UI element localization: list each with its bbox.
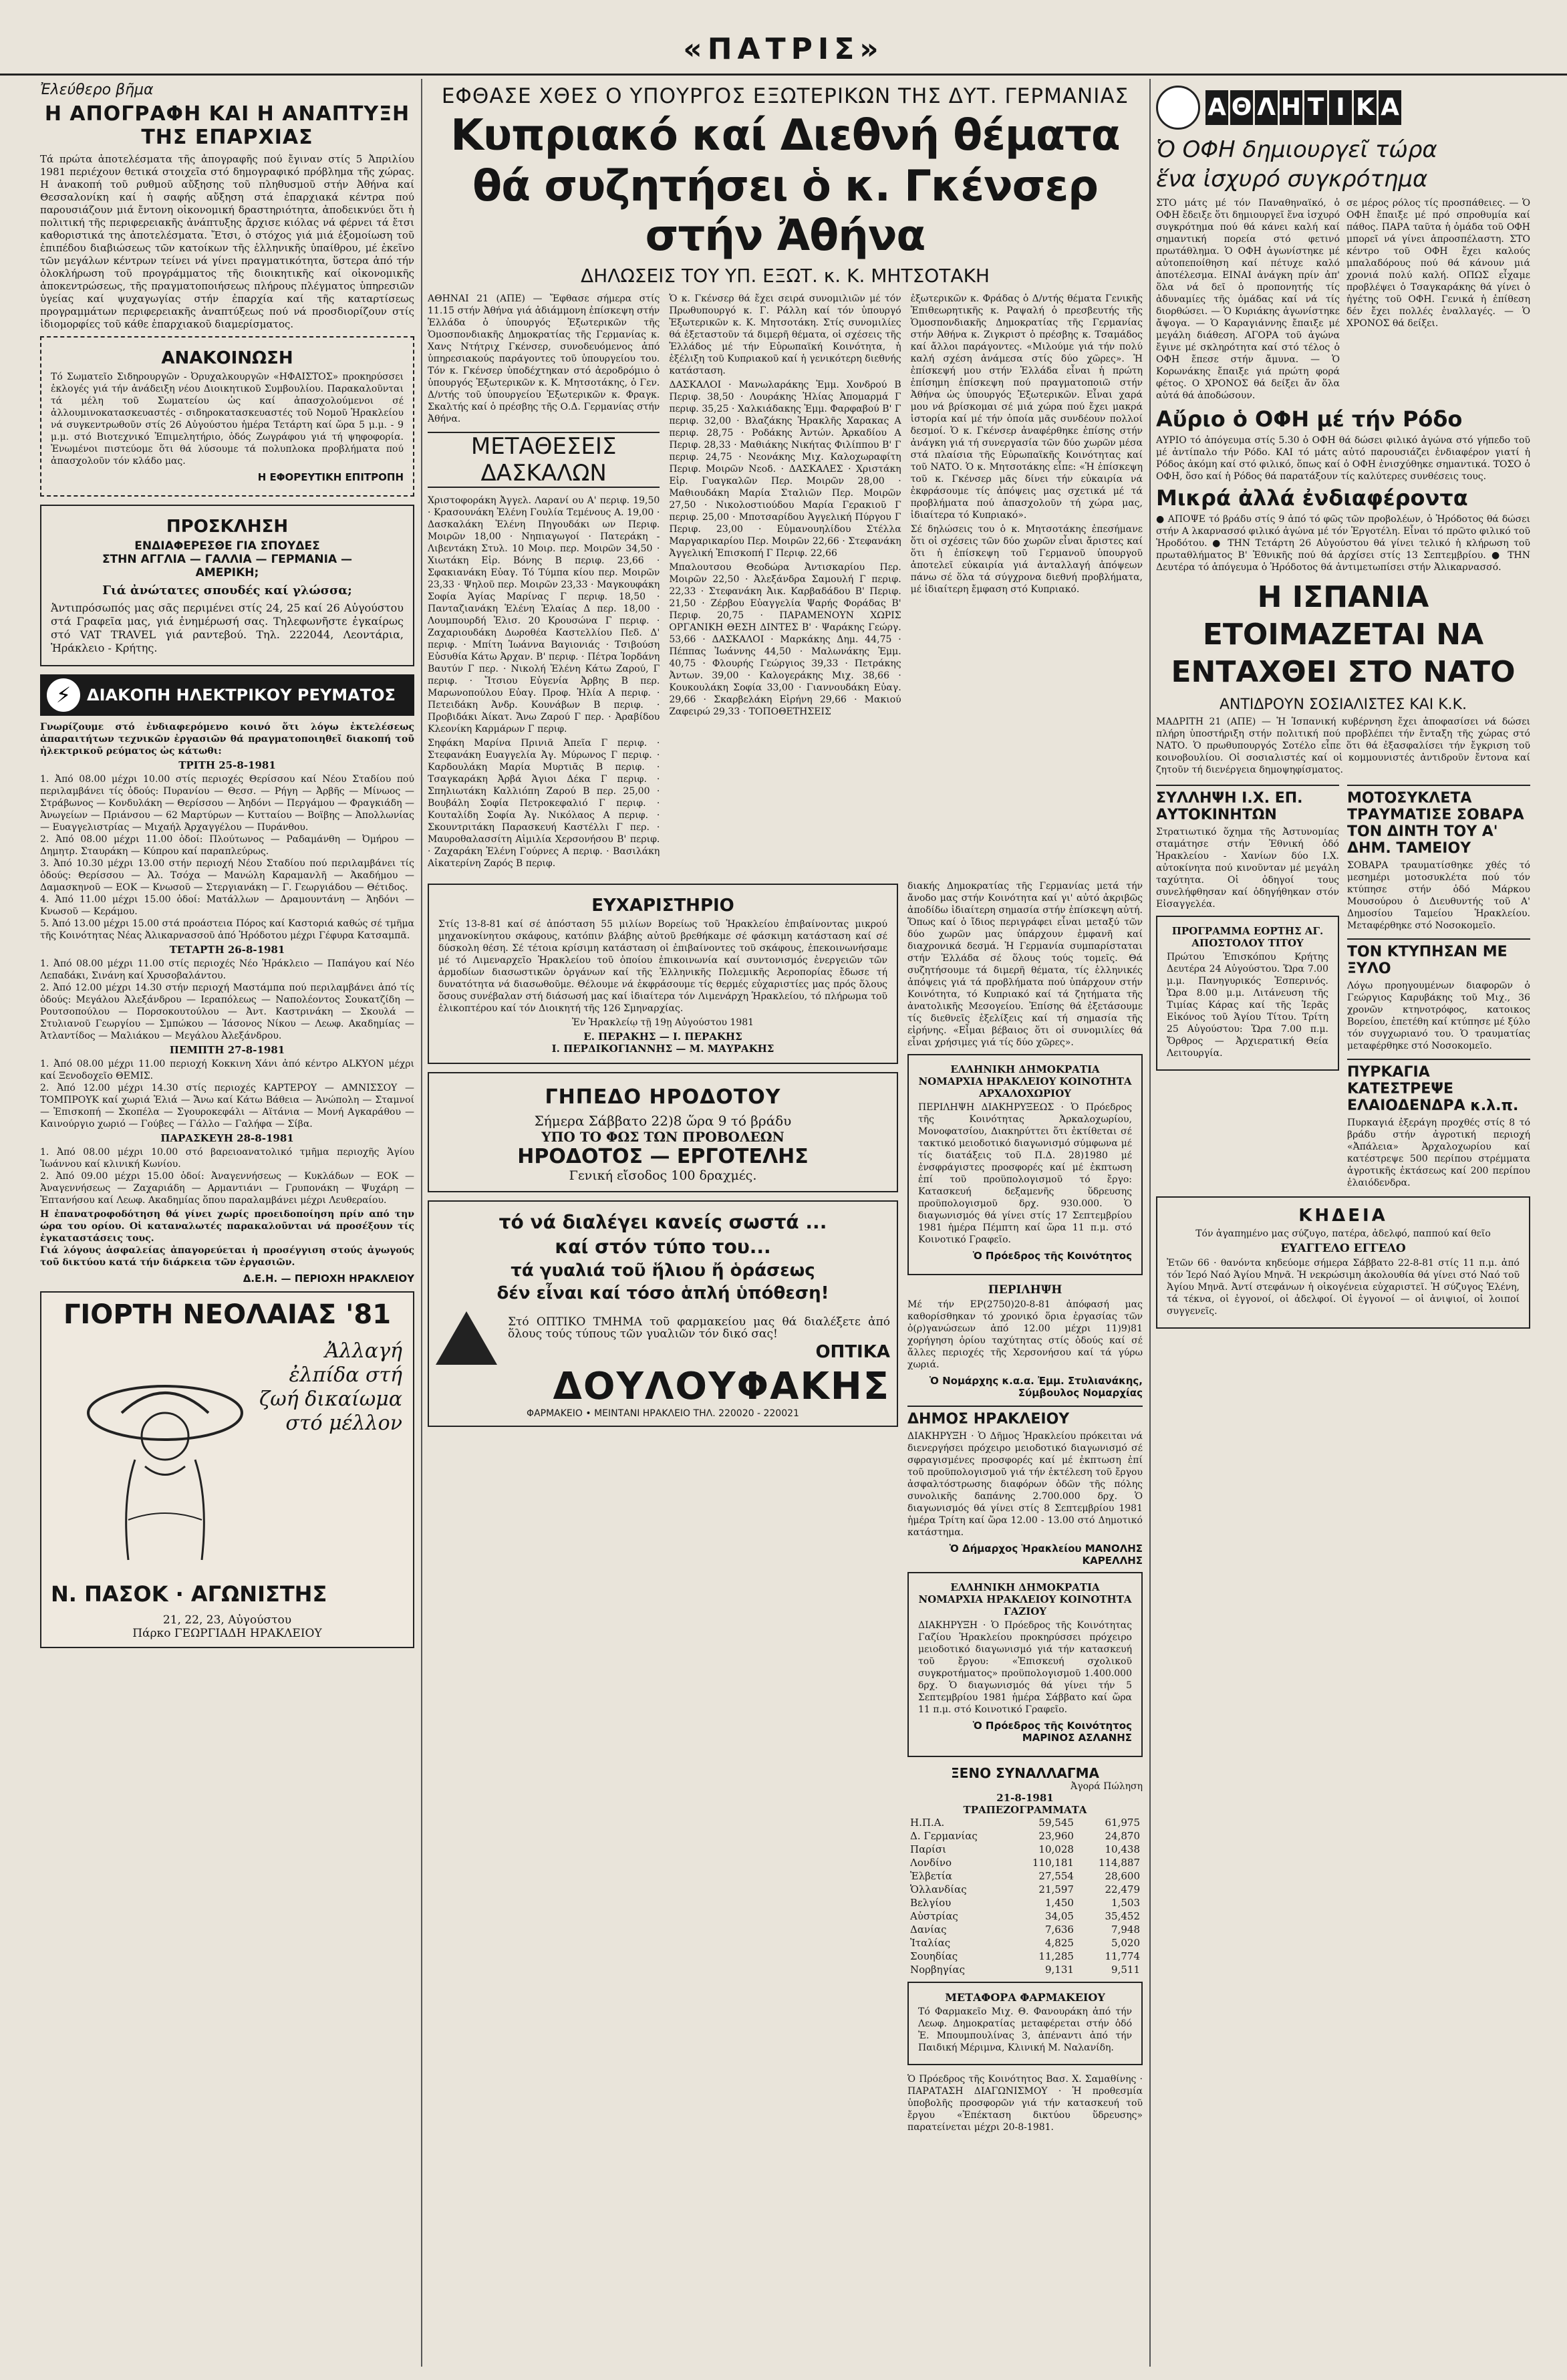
lower-middle-left: [428, 878, 898, 2135]
athletics-banner: [1156, 86, 1530, 130]
athletics-letter: Θ: [1230, 90, 1253, 125]
optika-logo: [436, 1311, 890, 1365]
stadium-line: Γενική εἴσοδος 100 δραχμές.: [569, 1168, 757, 1183]
genscher-headline-1: Κυπριακό καί Διεθνή θέματα: [450, 111, 1120, 160]
moto-headline: ΜΟΤΟΣΥΚΛΕΤΑ ΤΡΑΥΜΑΤΙΣΕ ΣΟΒΑΡΑ ΤΟΝ ΔΙΝΤΗ ΤΟΥ Α' ΔΗΜ. ΤΑΜΕΙΟΥ: [1347, 785, 1530, 857]
dei-day: ΤΕΤΑΡΤΗ 26-8-1981: [169, 944, 285, 956]
fx-sell: 35,452: [1105, 1910, 1140, 1922]
fx-buy: 9,131: [1044, 1964, 1074, 1976]
kideia-title: ΚΗΔΕΙΑ: [1298, 1206, 1388, 1226]
fx-sell: 7,948: [1111, 1924, 1140, 1936]
fx-currency: Νορβηγίας: [910, 1964, 966, 1976]
athletics-letter: Λ: [1255, 90, 1278, 125]
athletics-letter: Κ: [1354, 90, 1377, 125]
anakoinosi-sign: Η ΕΦΟΡΕΥΤΙΚΗ ΕΠΙΤΡΟΠΗ: [257, 471, 404, 483]
genscher-lead-2: Ὁ κ. Γκένσερ θά ἔχει σειρά συνομιλιῶν μέ τόν Πρωθυπουργό κ. Γ. Ράλλη καί τόν ὑπουργό Ἐξωτερικῶν κ. Κ. Μητσοτάκη. Στίς συνομιλίες θά ἐξεταστοῦν τά διμερῆ θέματα, οἱ σχέσεις τῆς Ἑλλάδος μέ τήν Εὐρωπαϊκή Κοινότητα, ἡ ἐξέλιξη τοῦ Κυπριακοῦ καί ἡ γενικότερη διεθνής κατάσταση.: [669, 293, 901, 376]
dei-block: 1. Ἀπό 08.00 μέχρι 10.00 στό βαρειοανατολικό τμῆμα περιοχῆς Ἁγίου Ἰωάννου καί κλινική Κωνίου. 2. Ἀπό 09.00 μέχρι 15.00 ὁδοί: Ἀναγεννήσεως — Κυκλάδων — ΕΟΚ — Ἀναγεννήσεως — Ζαχαριάδη — Αρμαντιάνι — Γρυπονάκη — Ψυχάρη — Ἐπτανήσου καί Λεωφ. Ακαδημίας ὅπου παραλαμβάνει μέχρι Λευθεραίου.: [40, 1147, 414, 1206]
fx-sell: 114,887: [1098, 1857, 1140, 1869]
optika-line: δέν εἶναι καί τόσο ἁπλή ὑπόθεση!: [496, 1283, 829, 1303]
metatheseis-body-4: Μπαλουτσου Θεοδώρα Ἀντισκαρίου Περ. Μοιρῶν 22,50 · Ἀλεξάνδρα Σαμουλή Γ περιφ. 22,33 · Στεφανάκη Ἀικ. Καρβαδάδου Β' Περιφ. 21,50 · Ζέρβου Εὐαγγελία Ψαρής Φοράδας Β' Περιφ. 20,75 · ΠΑΡΑΜΕΝΟΥΝ ΧΩΡΙΣ ΟΡΓΑΝΙΚΗ ΘΕΣΗ ΔΙΝΤΕΣ Β' · Ψαράκης Γεώργ. 53,66 · ΔΑΣΚΑΛΟΙ · Μαρκάκης Δημ. 44,75 · Πέππας Ἰωάννης 44,50 · Μαλωνάκης Ἐμμ. 40,75 · Φλουρής Γεώργιος 39,33 · Πετράκης Ἀντων. 39,00 · Καλογεράκης Μιχ. 38,66 · Κουκουλάκη Σοφία 33,00 · Γιαννουδάκη Εὐαγ. 29,66 · Σκαρβελάκη Εἰρήνη 29,66 · Μακιού Ζαφειρώ 29,33 · ΤΟΠΟΘΕΤΗΣΕΙΣ: [669, 562, 901, 717]
triangle-logo-icon: [436, 1311, 497, 1365]
fx-sell: 9,511: [1111, 1964, 1140, 1976]
column-rule: [421, 79, 422, 2367]
fx-currency: Η.Π.Α.: [910, 1817, 945, 1829]
fx-title: ΞΕΝΟ ΣΥΝΑΛΛΑΓΜΑ: [951, 1765, 1099, 1781]
mikra-body: ● ΑΠΟΨΕ τό βράδυ στίς 9 ἀπό τό φῶς τῶν προβολέων, ὁ Ἡρόδοτος θά δώσει στήν Α λκαρνασσό φιλικό ἀγώνα μέ τόν Ἐργοτέλη. Εἶναι τό πρῶτο φιλικό τοῦ Ἡροδότου. ● ΤΗΝ Τετάρτη 26 Αὐγούστου θά γίνει τελικό ἡ κλήρωση τοῦ πρωταθλήματος Β' Ἐθνικῆς πού θά ἀρχίσει στίς 13 Σεπτεμβρίου. ● ΤΗΝ Δευτέρα τό ἀπόγευμα ὁ Ἡρόδοτος θά ἀντιμετωπίσει στήν Ἀλικαρνασσό.: [1156, 514, 1530, 573]
nomarchia-body: ΠΕΡΙΛΗΨΗ ΔΙΑΚΗΡΥΞΕΩΣ · Ὁ Πρόεδρος τῆς Κοινότητας Ἀρκαλοχωρίου, Μονοφατσίου, Διακηρύττει ὅτι ἐκτίθεται σέ τακτικό μειοδοτικό διαγωνισμό σύμφωνα μέ τίς διατάξεις τοῦ Π.Δ. 28)1980 μέ ἐνσφράγιστες προσφορές καί μέ ἐκπτωση ἐπί τοῦ προϋπολογισμοῦ τό ἔργο: Κατασκευή δεξαμενῆς ὕδρευσης προϋπολογισμοῦ δρχ. 930.000. Ὁ διαγωνισμός θά γίνει στίς 17 Σεπτεμβρίου 1981 ἡμέρα Πέμπτη καί ὥρα 11 π.μ. στό Κοινοτικό Γραφεῖο.: [918, 1102, 1132, 1245]
kideia-body-2: Ἐτῶν 66 · θανόντα κηδεύομε σήμερα Σάββατο 22-8-81 στίς 11 π.μ. ἀπό τόν Ἱερό Ναό Ἁγίου Μηνᾶ. Ἡ νεκρώσιμη ἀκολουθία θά γίνει στό Ναό τοῦ Ἁγίου Μηνᾶ. Ἀντί στεφάνων ἡ οἰκογένεια εὐχαριστεῖ. Ἡ σύζυγος Ἑλένη, τά τέκνα, οἱ ἐγγονοί, οἱ ἀδελφοί. Οἱ ἐγγονοί — οἱ ἀνιψιοί, οἱ λοιποί συγγενεῖς.: [1167, 1258, 1520, 1317]
article-column: [428, 291, 660, 872]
article-column: [911, 291, 1143, 872]
genscher-headline-2: θά συζητήσει ὁ κ. Γκένσερ στήν Ἀθήνα: [472, 162, 1098, 261]
fx-buy: 10,028: [1038, 1843, 1074, 1855]
dei-day: ΠΑΡΑΣΚΕΥΗ 28-8-1981: [160, 1132, 294, 1144]
column-rule: [1149, 79, 1151, 2367]
dimos-title: ΔΗΜΟΣ ΗΡΑΚΛΕΙΟΥ: [907, 1406, 1143, 1428]
genscher-subheadline: ΔΗΛΩΣΕΙΣ ΤΟΥ ΥΠ. ΕΞΩΤ. κ. Κ. ΜΗΤΣΟΤΑΚΗ: [581, 265, 990, 287]
eucharistirio-sign: Ι. ΠΕΡΔΙΚΟΓΙΑΝΝΗΣ — Μ. ΜΑΥΡΑΚΗΣ: [551, 1043, 774, 1055]
moto-body: ΣΟΒΑΡΑ τραυματίσθηκε χθές τό μεσημέρι μοτοσυκλέτα πού τόν κτύπησε στήν ὁδό Μάρκου Μουσούρου ὁ Διευθυντής τοῦ Α' Δημοσίου Ταμείου Ἡρακλείου. Μεταφέρθηκε στό Νοσοκομεῖο.: [1347, 860, 1530, 931]
stadium-line: ΗΡΟΔΟΤΟΣ — ΕΡΓΟΤΕΛΗΣ: [517, 1145, 809, 1168]
genscher-continued: διακής Δημοκρατίας τῆς Γερμανίας μετά τήν ἄνοδο μας στήν Κοινότητα καί γι' αὐτό ἀκριβῶς ἀποδίδω ἰδιαίτερη σημασία στήν ἐπίσκεψη αὐτή. Ὅπως καί ὁ ἴδιος περιγράφει εἶναι μεταξύ τῶν δύο χωρῶν μας ὑπάρχουν ἐμφανῆ καί διαχρονικά δεσμά. Ἡ Γερμανία συμπαρίσταται στήν Ἑλλάδα σέ ὅλους τούς τομεῖς. Θά συζητήσουμε τά διμερῆ θέματα, τίς ἑλληνικές ἀπόψεις γιά τά προβλήματα πού ὑπάρχουν στήν Κοινότητα, τό Κυπριακό καί τά ζητήματα τῆς ἀνατολικῆς Μεσογείου. Ἐπίσης θά ἐξετάσουμε τίς διεθνεῖς ἐξελίξεις καί τή σημασία τῆς εἰρήνης. «Εἶμαι βέβαιος ὅτι οἱ συνομιλίες θά εἶναι χρήσιμες γιά τίς δύο χῶρες».: [907, 881, 1143, 1048]
fx-sell: 5,020: [1111, 1937, 1140, 1949]
prosklisi-line: ΑΜΕΡΙΚΗ;: [195, 566, 259, 579]
fx-currency: Λονδίνο: [910, 1857, 952, 1869]
kideia-name: ΕΥΑΓΓΕΛΟ ΕΓΓΕΛΟ: [1280, 1242, 1406, 1255]
metatheseis-body-3: ΔΑΣΚΑΛΟΙ · Μανωλαράκης Ἐμμ. Χονδρού Β Περιφ. 38,50 · Λουράκης Ἠλίας Ἀπομαρμά Γ περιφ. 35,25 · Χαλκιάδακης Ἐμμ. Φαρφαβού Β' Γ περιφ. 32,00 · Βλαζάκης Ἡρακλῆς Χαρακας Α περιφ. 28,75 · Ροδάκης Ἀντών. Ἀρκαδίου Α Περιφ. 28,33 · Μαθιάκης Νικήτας Φιλίππου Β' Γ περιφ. 24,75 · Νεονάκης Μιχ. Καλοχωραφίτη Περιφ. Μοιρῶν Νεοδ. · ΔΑΣΚΑΛΕΣ · Χριστάκη Εἰρ. Γυαγκαλῶν Περ. Μοιρῶν 28,00 · Μαθιουδάκη Μαρία Σταλιῶν Περ. Μοιρῶν 27,50 · Νικολοστιούδου Μαρία Γερακιοῦ Γ περιφ. 25,00 · Μποτσαρίδου Ἀγγελική Πύργου Γ Περιφ. 23,00 · Εὐμανουηλίδου Στέλλα Μαργαρικαρίου Περ. Μοιρῶν 22,66 · Στεφανάκη Ἀγγελική Ἐπισκοπή Γ Περιφ. 22,66: [669, 380, 901, 559]
dei-intro: Γνωρίζουμε στό ἐνδιαφερόμενο κοινό ὅτι λόγω ἐκτελέσεως ἀπαραιτήτων τεχνικῶν ἐργασιῶν θά πραγματοποιηθεῖ διακοπή τοῦ ἠλεκτρικοῦ ρεύματος ὡς κάτωθι:: [40, 722, 414, 757]
fx-row: [907, 1843, 1143, 1856]
fx-buy: 4,825: [1044, 1937, 1074, 1949]
eucharistirio-box: [428, 884, 898, 1064]
optika-body: Στό ΟΠΤΙΚΟ ΤΜΗΜΑ τοῦ φαρμακείου μας θά διαλέξετε ἀπό ὅλους τούς τύπους τῶν γυαλιῶν τόν δικό σας!: [508, 1315, 890, 1341]
fx-sell: 61,975: [1105, 1817, 1140, 1829]
lower-middle: [428, 878, 1143, 2135]
right-lower: [1156, 778, 1530, 1191]
optika-word: ΟΠΤΙΚΑ: [815, 1342, 890, 1362]
nomarchia-notice: [907, 1054, 1143, 1275]
genscher-kicker: ΕΦΘΑΣΕ ΧΘΕΣ Ο ΥΠΟΥΡΓΟΣ ΕΞΩΤΕΡΙΚΩΝ ΤΗΣ ΔΥΤ. ΓΕΡΜΑΝΙΑΣ: [441, 84, 1129, 108]
stadium-line: Σήμερα Σάββατο 22)8 ὥρα 9 τό βράδυ: [534, 1113, 792, 1129]
poster-slogan: Ἀλλαγή ἐλπίδα στή ζωή δικαίωμα στό μέλλον: [259, 1339, 402, 1435]
fx-rows: [907, 1816, 1143, 1976]
middle-column: [428, 79, 1143, 2367]
dei-block: 1. Ἀπό 08.00 μέχρι 11.00 στίς περιοχές Νέο Ἡράκλειο — Παπάγου καί Νέο Λεπαδάκι, Σινάνη καί Χρυσοβαλάντου. 2. Ἀπό 12.00 μέχρι 14.30 στήν περιοχή Μαστάμπα πού περιλαμβάνει ἀπό τίς ὁδούς: Μεγάλου Ἀλεξάνδρου — Ιεραπόλεως — Ναπολέοντος Σουκατζίδη — Ρουτσοπούλου — Πορσοκουτούλου — Ἀντ. Καστρινάκη — Σκουλά — Στυλιανοῦ Γεωργίου — Σμπώκου — Ἰάσονος Νίκου — Λεωφ. Ακαδημίας — Ἀτλαντίδος — Μαλιάκου — Μεγάλου Ἀλεξάνδρου.: [40, 958, 414, 1041]
anakoinosi-body: Τό Σωματεῖο Σιδηρουργῶν - Ὀρυχαλκουργῶν «ΗΦΑΙΣΤΟΣ» προκηρύσσει ἐκλογές γιά τήν ἀνάδειξη νέου Διοικητικοῦ Συμβουλίου. Παρακαλοῦνται τά μέλη τοῦ Σωματείου ὡς καί ἀπασχολούμενοι σέ ἀλλουμινοκατασκευαστές - σιδηροκατασκευαστές τοῦ Νομοῦ Ἡρακλείου νά συγκεντρωθοῦν στίς 26 Αὐγούστου ἡμέρα Τετάρτη καί ὥρα 5 μ.μ. - 9 μ.μ. στό Βιοτεχνικό Ἐπιμελητήριο, ὁδός Ζωγράφου γιά τή ψηφοφορία. Ἐνωμένοι πιστεύομε ὅτι θά λύσουμε τά πολυπλοκα προβλήματα πού ἀπασχολοῦν τόν κλάδο μας.: [51, 372, 404, 467]
fx-sell: 22,479: [1105, 1883, 1140, 1895]
dei-block: 1. Ἀπό 08.00 μέχρι 10.00 στίς περιοχές Θερίσσου καί Νέου Σταδίου πού περιλαμβάνει τίς ὁδούς: Πυρανίου — Θεσσ. — Ρήγη — Ἀρβῆς — Μίνωος — Στράβωνος — Κονδυλάκη — Θερίσσου — Ἀηδόνι — Περγάμου — Φραγκιάδη — Ἀνωγείων — Πριάνσου — 62 Μαρτύρων — Κυτταίου — Βοϊβης — Ἀπολλωνίας — Ευαγγελιστρίας — Μιχαήλ Ἀρχαγγέλου — Πυράνθου. 2. Ἀπό 08.00 μέχρι 11.00 ὁδοί: Πλούτωνος — Ραδαμάνθη — Ὀμήρου — Δημητρ. Σταυράκη — Κύπρου καί παραπλεύρως. 3. Ἀπό 10.30 μέχρι 13.00 στήν περιοχή Νέου Σταδίου πού περιλαμβάνει τίς ὁδούς: Θερίσσου — Ἀλ. Τσόχα — Μανώλη Καραμανλῆ — Ἀκαδήμου — Δαμασκηνοῦ — ΕΟΚ — Κνωσοῦ — Στεργιανάκη — Γ. Γεωργιάδου — Θέτιδος. 4. Ἀπό 11.00 μέχρι 15.00 ὁδοί: Ματάλλων — Δραμουντάνη — Ἀηδόνι — Κνωσοῦ — Κεράμου. 5. Ἀπό 13.00 μέχρι 15.00 στά προάστεια Πόρος καί Καστοριά καθώς σέ τμῆμα τῆς Κοινότητας Νέας Ἀλικαρνασσοῦ ἀπό Ἡρόδοτου μέχρι Γέφυρα Κατσαμπᾶ.: [40, 774, 414, 941]
genscher-body: ἐξωτερικῶν κ. Φράδας ὁ Δ/ντής θέματα Γενικῆς Ἐπιθεωρητικῆς κ. Ραψαλή ὁ πρεσβευτής τῆς Ὁμοσπονδιακῆς Δημοκρατίας τῆς Γερμανίας στήν Ἀθήνα κ. Ζιγκριστ ὁ πρέσβης κ. Τσαμάδος καί ἄλλοι παράγοντες. «Μιλούμε γιά τήν πολύ καλή σχέση ἀνάμεσα στίς δύο χῶρες». Ἡ ἐπίσκεψή μου στήν Ἑλλάδα εἶναι ἡ πρώτη ἐπίσημη ἐπίσκεψη πού πραγματοποιῶ στήν Ἀθήνα ὡς ὑπουργός Ἐξωτερικῶν. Εἶναι χαρά μου νά βρίσκομαι σέ μιά χώρα πού ἔχει μακρά ἱστορία καί μέ τήν ὁποία μᾶς συνδέουν πολλοί δεσμοί. Ὁ κ. Γκένσερ ἀναφέρθηκε ἐπίσης στήν ἀνάγκη γιά τή συνεργασία τῶν δύο χωρῶν μέσα στά πλαίσια τῆς Εὐρωπαϊκῆς Κοινότητας καί τοῦ ΝΑΤΟ. Ὁ κ. Μητσοτάκης εἶπε: «Ἡ ἐπίσκεψη τοῦ κ. Γκένσερ μᾶς δίνει τήν εὐκαιρία νά ἐκφράσουμε τίς ἀπόψεις μας σχετικά μέ τά προβλήματα πού ἀπασχολοῦν τή χώρα μας, ἰδιαίτερα τό Κυπριακό».: [910, 293, 1143, 521]
nomarchia-sign: Ὁ Πρόεδρος τῆς Κοινότητος: [972, 1250, 1132, 1262]
prosklisi-line: Γιά ἀνώτατες σπουδές καί γλώσσα;: [102, 583, 352, 598]
fx-sell: 11,774: [1105, 1950, 1140, 1962]
spain-headline: Η ΙΣΠΑΝΙΑ ΕΤΟΙΜΑΖΕΤΑΙ ΝΑ ΕΝΤΑΧΘΕΙ ΣΤΟ ΝΑΤΟ: [1171, 580, 1516, 689]
pyrkagia-body: Πυρκαγιά ἐξεράγη προχθές στίς 8 τό βράδυ στήν ἀγροτική περιοχή «Ἀπάλεια» Ἀρχαλοχωρίου καί κατέστρεψε 500 περίπου στρέμματα ἀγροτικῆς ἐκτάσεως καί 200 περίπου ἐλαιόδενδρα.: [1347, 1117, 1530, 1188]
fx-buy: 59,545: [1038, 1817, 1074, 1829]
eleftheron-label: Ἐλεύθερο βῆμα: [40, 82, 154, 98]
fx-row: [907, 1963, 1143, 1976]
dei-banner: [40, 674, 414, 716]
apografi-title: Η ΑΠΟΓΡΑΦΗ ΚΑΙ Η ΑΝΑΠΤΥΞΗ ΤΗΣ ΕΠΑΡΧΙΑΣ: [44, 102, 410, 149]
right-column: [1156, 79, 1530, 2367]
metafora-notice: [907, 1982, 1143, 2065]
stadium-title: ΓΗΠΕΔΟ ΗΡΟΔΟΤΟΥ: [545, 1085, 781, 1109]
kideia-box: [1156, 1196, 1530, 1329]
fx-currency: Παρίσι: [910, 1843, 947, 1855]
athletics-letter: Α: [1379, 90, 1401, 125]
gazi-notice: [907, 1572, 1143, 1757]
stadium-line: ΥΠΟ ΤΟ ΦΩΣ ΤΩΝ ΠΡΟΒΟΛΕΩΝ: [541, 1129, 785, 1145]
anakoinosi-title: ΑΝΑΚΟΙΝΩΣΗ: [161, 348, 293, 368]
pyrkagia-headline: ΠΥΡΚΑΓΙΑ ΚΑΤΕΣΤΡΕΨΕ ΕΛΑΙΟΔΕΝΔΡΑ κ.λ.π.: [1347, 1059, 1530, 1114]
article-column: [669, 291, 901, 872]
gazi-title: ΕΛΛΗΝΙΚΗ ΔΗΜΟΚΡΑΤΙΑ ΝΟΜΑΡΧΙΑ ΗΡΑΚΛΕΙΟΥ ΚΟΙΝΟΤΗΤΑ ΓΑΖΙΟΥ: [918, 1581, 1132, 1617]
stadium-ad: [428, 1072, 898, 1192]
fx-currency: Αὐστρίας: [910, 1910, 958, 1922]
optika-line: τό νά διαλέγει κανείς σωστά ...: [498, 1211, 827, 1233]
masthead: [0, 0, 1567, 76]
perilipsi-body: Μέ τήν ΕΡ(2750)20-8-81 ἀπόφασή μας καθορίσθηκαν τό χρονικό ὅρια ἐργασίας τῶν ὀ(ρ)γανώσεων ἀπό 12.00 μέχρι 11)9)81 χορήγηση ὁρίου ταχύτητας στίς ὁδούς καί σέ ἄλλες περιοχές τῆς Χερσονήσου καί τά γύρω χωριά.: [907, 1299, 1143, 1370]
fx-kind: ΤΡΑΠΕΖΟΓΡΑΜΜΑΤΑ: [963, 1804, 1087, 1816]
kkm-body: Ὁ Πρόεδρος τῆς Κοινότητος Βασ. Χ. Σαμαθίνης · ΠΑΡΑΤΑΣΗ ΔΙΑΓΩΝΙΣΜΟΥ · Ἡ προθεσμία ὑποβολῆς προσφορῶν γιά τήν κατασκευή τοῦ ἔργου «Ἐπέκταση δικτύου ὕδρευσης» παρατείνεται μέχρι 20-8-1981.: [907, 2074, 1143, 2133]
fx-buy: 7,636: [1044, 1924, 1074, 1936]
ofi-body: ΣΤΟ μάτς μέ τόν Παναθηναϊκό, ὁ ΟΦΗ ἔδειξε ὅτι δημιουργεῖ ἕνα ἰσχυρό συγκρότημα πού θά κάνει καλή καί σημαντική πορεία στό φετινό πρωτάθλημα. Ὁ ΟΦΗ ἀγωνίστηκε μέ αὐτοπεποίθηση καί πέτυχε καλό ἀποτέλεσμα. ΕΙΝΑΙ ἀνάγκη πρίν ἀπ' ὅλα νά δεῖ ὁ προπονητής τίς ἀδυναμίες τῆς ὁμάδας καί νά τίς διορθώσει. — Ὁ Κυριάκης ἀγωνίστηκε ἄψογα. — Ὁ Καραγιάννης ἔπαιξε μέ μεγάλη διάθεση. ΑΓΟΡΑ τοῦ ἀγώνα ἔγινε μέ σκληρότητα καί στό τέλος ὁ ΟΦΗ ἔπεσε στήν ἄμυνα. — Ὁ Κορωνάκης ἔπαιξε γιά πρώτη φορά φέτος. Ο ΧΡΟΝΟΣ θά δείξει ἄν ὅλα αὐτά θά ἀποδώσουν.: [1156, 198, 1340, 401]
dei-day: ΤΡΙΤΗ 25-8-1981: [178, 759, 276, 771]
gazi-body: ΔΙΑΚΗΡΥΞΗ · Ὁ Πρόεδρος τῆς Κοινότητας Γαζίου Ἡρακλείου προκηρύσσει πρόχειρο μειοδοτικό διαγωνισμό γιά τήν κατασκευή τοῦ ἔργου: «Ἐπισκευή σχολικοῦ συγκροτήματος» προϋπολογισμοῦ 1.400.000 δρχ. Ὁ διαγωνισμός θά γίνει τήν 5 Σεπτεμβρίου 1981 ἡμέρα Σάββατο καί ὥρα 11 π.μ. στό Κοινοτικό Γραφεῖο.: [918, 1620, 1132, 1715]
fx-row: [907, 1829, 1143, 1843]
fx-date: 21-8-1981: [996, 1792, 1054, 1804]
mikra-headline: Μικρά ἀλλά ἐνδιαφέροντα: [1156, 485, 1468, 511]
fx-currency: Ἑλβετία: [910, 1870, 952, 1882]
programma-headline: ΠΡΟΓΡΑΜΜΑ ΕΟΡΤΗΣ ΑΓ. ΑΠΟΣΤΟΛΟΥ ΤΙΤΟΥ: [1171, 925, 1324, 949]
fx-currency: Βελγίου: [910, 1897, 952, 1909]
dimos-body: ΔΙΑΚΗΡΥΞΗ · Ὁ Δῆμος Ἡρακλείου πρόκειται νά διενεργήσει πρόχειρο μειοδοτικό διαγωνισμό σέ σφραγισμένες προσφορές καί μέ ἐκπτωση ἐπί τοῦ προϋπολογισμοῦ γιά τήν ἐκτέλεση τοῦ ἔργου ἀσφαλτόστρωσης διαφόρων ὁδῶν τῆς πόλης συνολικῆς δαπάνης 2.700.000 δρχ. Ὁ διαγωνισμός θά γίνει στίς 8 Σεπτεμβρίου 1981 ἡμέρα Τρίτη καί ὥρα 12.00 - 13.00 στό Δημοτικό κατάστημα.: [907, 1431, 1143, 1538]
optika-line: τά γυαλιά τοῦ ἥλιου ἤ ὁράσεως: [511, 1261, 815, 1281]
prosklisi-body: Ἀντιπρόσωπός μας σᾶς περιμένει στίς 24, 25 καί 26 Αὐγούστου στά Γραφεῖα μας, γιά ἐνημέρωσή σας. Τηλεφωνῆστε ἐγκαίρως στό VAT TRAVEL γιά ραντεβού. Τηλ. 222044, Λεοντάρια, Ἡράκλειο - Κρήτης.: [51, 602, 404, 654]
fx-row: [907, 1936, 1143, 1950]
fx-row: [907, 1909, 1143, 1923]
fx-sell: 1,503: [1111, 1897, 1140, 1909]
fx-sell: 24,870: [1105, 1830, 1140, 1842]
gazi-sign: Ὁ Πρόεδρος τῆς Κοινότητος ΜΑΡΙΝΟΣ ΑΣΛΑΝΗΣ: [972, 1720, 1132, 1744]
fx-sell: 28,600: [1105, 1870, 1140, 1882]
syllipsi-body: Στρατιωτικό ὅχημα τῆς Ἀστυνομίας σταμάτησε στήν Ἐθνική ὁδό Ἡρακλείου - Χανίων δύο Ι.Χ. αὐτοκίνητα πού κινοῦνταν μέ μεγάλη ταχύτητα. Οἱ ὁδηγοί τους συνελήφθησαν καί ὁδηγήθηκαν στόν Εἰσαγγελέα.: [1156, 827, 1339, 910]
prosklisi-box: [40, 505, 414, 666]
spain-subheadline: ΑΝΤΙΔΡΟΥΝ ΣΟΣΙΑΛΙΣΤΕΣ ΚΑΙ Κ.Κ.: [1219, 696, 1467, 713]
eucharistirio-title: ΕΥΧΑΡΙΣΤΗΡΙΟ: [591, 896, 734, 916]
prosklisi-line: ΕΝΔΙΑΦΕΡΕΣΘΕ ΓΙΑ ΣΠΟΥΔΕΣ: [134, 539, 320, 553]
kideia-body: Τόν ἀγαπημένο μας σύζυγο, πατέρα, ἀδελφό, παππού καί θεῖο: [1195, 1228, 1491, 1239]
optika-brand: ΔΟΥΛΟΥΦΑΚΗΣ: [553, 1365, 890, 1408]
fx-sell: 10,438: [1105, 1843, 1140, 1855]
lower-middle-right: [907, 878, 1143, 2135]
dei-outro: Η ἐπανατροφοδότηση θά γίνει χωρίς προειδοποίηση πρίν από την ώρα του ορίου. Οἱ καταναλωτές παρακαλοῦνται νά προσέξουν τίς ἐγκαταστάσεις τους. Γιά λόγους ἀσφαλείας ἀπαγορεύεται ἡ προσέγγιση στούς ἀγωγούς τοῦ δικτύου κατά τήν διάρκεια τῶν ἐργασιῶν.: [40, 1209, 414, 1268]
dei-title: ΔΙΑΚΟΠΗ ΗΛΕΚΤΡΙΚΟΥ ΡΕΥΜΑΤΟΣ: [87, 686, 396, 704]
fx-currency: Σουηδίας: [910, 1950, 958, 1962]
genscher-lead-3: Σέ δηλώσεις του ὁ κ. Μητσοτάκης ἐπεσήμανε ὅτι οἱ σχέσεις τῶν δύο χωρῶν εἶναι ἄριστες καί ὅτι ἡ ἐπίσκεψη τοῦ Γερμανοῦ ὑπουργοῦ ἀποτελεῖ εὐκαιρία γιά ἀνταλλαγή ἀπόψεων πάνω σέ ὅλα τά σύγχρονα διεθνή προβλήματα, μέ ἰδιαίτερη ἔμφαση στό Κυπριακό.: [910, 524, 1143, 595]
poster-title: ΓΙΟΡΤΗ ΝΕΟΛΑΙΑΣ '81: [63, 1299, 392, 1330]
syllipsi-headline: ΣΥΛΛΗΨΗ Ι.Χ. ΕΠ. ΑΥΤΟΚΙΝΗΤΩΝ: [1156, 785, 1339, 823]
dimos-sign: Ὁ Δήμαρχος Ἡρακλείου ΜΑΝΟΛΗΣ ΚΑΡΕΛΛΗΣ: [949, 1543, 1143, 1567]
fx-buy: 1,450: [1044, 1897, 1074, 1909]
fx-row: [907, 1883, 1143, 1896]
youth-festival-poster: [40, 1291, 414, 1648]
programma-body: Πρώτου Ἐπισκόπου Κρήτης Δευτέρα 24 Αὐγούστου. Ὥρα 7.00 μ.μ. Πανηγυρικός Ἑσπερινός. Ὥρα 8.00 μ.μ. Λιτάνευση τῆς Τιμίας Κάρας καί τῆς Ἱερᾶς Εἰκόνος τοῦ Ἁγίου Τίτου. Τρίτη 25 Αὐγούστου: Ὥρα 7.00 π.μ. Ὄρθρος — Ἀρχιερατική Θεία Λειτουργία.: [1167, 952, 1328, 1059]
poster-footer: [41, 1613, 413, 1640]
optika-footer: ΦΑΡΜΑΚΕΙΟ • ΜΕΙΝΤΑΝΙ ΗΡΑΚΛΕΙΟ ΤΗΛ. 220020 - 220021: [527, 1408, 799, 1419]
programma-box: [1156, 916, 1339, 1071]
optika-ad: [428, 1200, 898, 1427]
metatheseis-title: ΜΕΤΑΘΕΣΕΙΣ ΔΑΣΚΑΛΩΝ: [428, 432, 660, 488]
athletics-letter: Ι: [1329, 90, 1352, 125]
fx-buy: 11,285: [1038, 1950, 1074, 1962]
football-icon: [1156, 86, 1200, 130]
fx-table: [907, 1765, 1143, 1976]
woman-with-hat-illustration: [82, 1366, 249, 1567]
fx-buy: 110,181: [1032, 1857, 1074, 1869]
dei-logo-icon: ⚡: [47, 678, 80, 712]
fx-currency: Ὁλλανδίας: [910, 1883, 967, 1895]
xylo-body: Λόγω προηγουμένων διαφορῶν ὁ Γεώργιος Καρυβάκης τοῦ Μιχ., 36 χρονῶν κτηνοτρόφος, κατοικος Βορείου, ἐπετέθη καί κτύπησε μέ ξύλο τόν συγχωριανό του. Ὁ τραυματίας μεταφέρθηκε στό Νοσοκομεῖο.: [1347, 980, 1530, 1051]
poster-dates: 21, 22, 23, Αὐγούστου: [162, 1613, 292, 1627]
athletics-letter: Α: [1205, 90, 1228, 125]
optika-text-block: [508, 1314, 890, 1362]
metafora-body: Τό Φαρμακεῖο Μιχ. Θ. Φανουράκη ἀπό τήν Λεωφ. Δημοκρατίας μεταφέρεται στήν ὁδό Ἐ. Μπουμπουλίνας 3, ἀπέναντι ἀπό τήν Παιδική Μέριμνα, Κλινική Μ. Ναλανίδη.: [918, 2006, 1132, 2053]
spain-body: ΜΑΔΡΙΤΗ 21 (ΑΠΕ) — Ἡ Ἱσπανική κυβέρνηση ἔχει ἀποφασίσει νά δώσει πλήρη ὑποστήριξη στήν πολιτική πού προβλέπει τήν ἔνταξη τῆς χώρας στό ΝΑΤΟ. Ὁ πρωθυπουργός Σοτέλο εἶπε ὅτι θά ἐξασφαλίσει τήν ἔγκριση τοῦ κοινοβουλίου. Οἱ σοσιαλιστές καί οἱ κομμουνιστές ἀντιδροῦν ἔντονα καί ζητοῦν τή διενέργεια δημοψηφίσματος.: [1156, 716, 1530, 775]
right-lower-left: [1156, 778, 1339, 1191]
genscher-lead: ΑΘΗΝΑΙ 21 (ΑΠΕ) — Ἔφθασε σήμερα στίς 11.15 στήν Ἀθήνα γιά ἀδιάμμονη ἐπίσκεψη στήν Ἑλλάδα ὁ ὑπουργός Ἐξωτερικῶν τῆς Ὁμοσπονδιακῆς Δημοκρατίας τῆς Γερμανίας κ. Χανς Ντήτριχ Γκένσερ, συνοδευόμενος ἀπό ὑπηρεσιακούς παράγοντες τοῦ ὑπουργείου του. Τόν κ. Γκένσερ ὑποδέχτηκαν στό ἀεροδρόμιο ὁ ὑπουργός Ἐξωτερικῶν κ. Κ. Μητσοτάκης, ὁ Γεν. Δ/ντής τοῦ ὑπουργείου Ἐξωτερικῶν κ. Φραγκ. Σκαλτής καί ὁ πρέσβης τῆς Ο.Δ. Γερμανίας στήν Ἀθήνα.: [428, 293, 660, 424]
ofi-headline-2: ἕνα ἰσχυρό συγκρότημα: [1156, 166, 1428, 192]
fx-buy: 34,05: [1044, 1910, 1074, 1922]
fx-row: [907, 1816, 1143, 1829]
apografi-body: Τά πρώτα ἀποτελέσματα τῆς ἀπογραφῆς πού ἔγιναν στίς 5 Ἀπριλίου 1981 περιέχουν θετικά στοιχεῖα στό δημογραφικό πρόβλημα τῆς χώρας. Η ἀνακοπή τοῦ ρυθμοῦ αὔξησης τοῦ πληθυσμοῦ στήν Ἀθήνα καί Θεσσαλονίκη καί ἡ σαφής αὔξηση στά ἐπαρχιακά κέντρα πού παρουσιάζουν μιά ἔντονη οἰκονομική δραστηριότητα, ἀποδεικνύει ὅτι ἡ πολιτική τῆς περιφερειακῆς ἀνάπτυξης ἄρχισε κιόλας νά φέρνει τά ἔτσι καθοριστικά της ἀποτελέσματα. Ἔτσι, ὁ στόχος γιά μιά ἐξομοίωση τοῦ ἐπιπέδου διαβιώσεως τῶν κατοίκων τῆς ἑλληνικῆς ὑπαίθρου, μέ ἐκεῖνο τῶν μεγάλων κέντρων τείνει νά γίνει πραγματικότητα, ὕστερα ἀπό τήν ὁλοκλήρωση τοῦ προγράμματος τῆς διοικητικῆς καί οἰκονομικῆς ἀποκεντρώσεως, τῆς πραγματοποιήσεως πλήρους πλέγματος ὑπηρεσιῶν ὑγείας καί ψυχαγωγίας στήν ἐπαρχία καί τῆς καταρτίσεως προγραμμάτων περιφερειακῆς ἀναπτύξεως πού νά προσδιορίζουν στίς ἰδιομορφίες τοῦ κάθε ἐπαρχιακοῦ διαμερίσματος.: [40, 153, 414, 330]
metafora-title: ΜΕΤΑΦΟΡΑ ΦΑΡΜΑΚΕΙΟΥ: [945, 1991, 1105, 2004]
fx-row: [907, 1869, 1143, 1883]
athletics-letter: Η: [1280, 90, 1302, 125]
rodos-headline: Αὔριο ὁ ΟΦΗ μέ τήν Ρόδο: [1156, 406, 1463, 432]
genscher-article: [428, 291, 1143, 872]
anakoinosi-box: [40, 336, 414, 497]
masthead-title: «ΠΑΤΡΙΣ»: [683, 32, 884, 66]
fx-subtitle: Ἀγορά Πώληση: [1071, 1781, 1143, 1792]
fx-row: [907, 1923, 1143, 1936]
nomarchia-title: ΕΛΛΗΝΙΚΗ ΔΗΜΟΚΡΑΤΙΑ ΝΟΜΑΡΧΙΑ ΗΡΑΚΛΕΙΟΥ ΚΟΙΝΟΤΗΤΑ ΑΡΧΑΛΟΧΩΡΙΟΥ: [918, 1063, 1132, 1099]
eucharistirio-date: Ἐν Ἡρακλείῳ τῇ 19ῃ Αὐγούστου 1981: [571, 1017, 754, 1028]
fx-buy: 21,597: [1038, 1883, 1074, 1895]
dei-day: ΠΕΜΠΤΗ 27-8-1981: [169, 1044, 285, 1056]
athletics-letters: [1205, 90, 1401, 125]
prosklisi-line: ΣΤΗΝ ΑΓΓΛΙΑ — ΓΑΛΛΙΑ — ΓΕΡΜΑΝΙΑ —: [102, 553, 353, 566]
xylo-headline: ΤΟΝ ΚΤΥΠΗΣΑΝ ΜΕ ΞΥΛΟ: [1347, 938, 1530, 977]
perilipsi-title: ΠΕΡΙΛΗΨΗ: [988, 1283, 1062, 1297]
fx-currency: Ἰταλίας: [910, 1937, 951, 1949]
fx-row: [907, 1856, 1143, 1869]
metatheseis-body: Χριστοφοράκη Ἀγγελ. Λαρανί ου Α' περιφ. 19,50 · Κρασουνάκη Ἐλένη Γουλία Τεμένους Α. 19,00 · Δασκαλάκη Ἐλένη Πηγουδάκι ων Περιφ. Μοιρῶν 18,00 · Νηπιαγωγοί · Πατεράκη - Λιβεντάκη Στυλ. 10 Μοιρ. περ. Μοιρῶν 34,50 · Χιωτάκη Εἰρ. Βόνης Β περιφ. 23,66 · Σφακιανάκη Εὐαγ. Τό Τύμπα κίου περ. Μοιρῶν 23,33 · Ψηλοῦ περ. Μοιρῶν 23,33 · Μαγκουφάκη Σοφία Ἁγίας Μαρίνας Γ περιφ. 18,50 · Πανταζιανάκη Ἑλένη Ἐλαίας Δ περ. 18,00 · Λουμπουρδή Ἐλισ. 20 Κρουσώνα Γ περιφ. · Ζαχαριουδάκη Δωροθέα Καστελλίου Πεδ. Δ' περιφ. · Μπίτη Ἰωάννα Βαγιονιάς · Τσιβούση Εὐσυθία Κάτω Ἀρχαν. Β' περιφ. · Πέτρα Ἰορδάνη Βαυτύν Γ περ. · Νικολή Ἐλένη Κάτω Ζαρού, Γ περιφ. · Ἴτσιου Εὐγενία Ἀρβης Β περ. Μαρωνοπούλου Εὐαγ. Προφ. Ἡλία Α περιφ. · Πετειδάκη Ἀνδρ. Κουνάβων Β περιφ. · Προβιδάκι Ἀίκατ. Ἄνω Ζαρού Γ περ. · Ἀραβίδου Κλεονίκη Καρμάρων Γ περιφ.: [428, 495, 660, 735]
prosklisi-title: ΠΡΟΣΚΛΗΣΗ: [166, 517, 289, 537]
fx-buy: 23,960: [1038, 1830, 1074, 1842]
fx-currency: Δανίας: [910, 1924, 947, 1936]
left-column: [40, 79, 414, 2367]
rodos-body: ΑΥΡΙΟ τό ἀπόγευμα στίς 5.30 ὁ ΟΦΗ θά δώσει φιλικό ἀγώνα στό γήπεδο τοῦ μέ ἀντίπαλο τήν Ρόδο. ΚΑΙ τό μάτς αὐτό παρουσιάζει ἐνδιαφέρον γιατί ἡ Ρόδος ἀκόμη καί στό φιλικό, ὅπως καί ὁ ΟΦΗ ἐνισχύθηκε σημαντικά. ΤΟΣΟ ὁ ΟΦΗ, ὅσο καί ἡ Ρόδος θά παρατάξουν τίς καλύτερες συνθέσεις τους.: [1156, 435, 1530, 482]
optika-line: καί στόν τύπο του...: [555, 1236, 771, 1258]
ofi-headline-1: Ὁ ΟΦΗ δημιουργεῖ τώρα: [1156, 136, 1437, 163]
ofi-body-2: σε μέρος ρόλος τίς προσπάθειες. — Ὁ ΟΦΗ ἔπαιξε μέ πρό σπροθυμία καί πάθος. ΠΑΡΑ ταῦτα ἡ ὁμάδα τοῦ ΟΦΗ μπορεῖ νά γίνει ἀπροσπέλαστη. ΣΤΟ κέντρο τοῦ ΟΦΗ ἔχει καλούς μπαλαδόρους πού θά κάνουν μιά χρονιά πολύ καλή. ΟΠΩΣ εἶχαμε προβλέψει ὁ Τσαγκαράκης θά γίνει ὁ ἡγέτης τοῦ ΟΦΗ. Γενικά ἡ ἐπίθεση δέν ἔχει πολλές ἐναλλαγές. — Ὁ ΧΡΟΝΟΣ θά δείξει.: [1346, 198, 1530, 329]
right-lower-right: [1347, 778, 1530, 1191]
poster-place: Πάρκο ΓΕΩΡΓΙΑΔΗ ΗΡΑΚΛΕΙΟΥ: [132, 1627, 322, 1640]
fx-buy: 27,554: [1038, 1870, 1074, 1882]
metatheseis-body-2: Σηφάκη Μαρίνα Πρινιᾶ Ἀπεῖα Γ περιφ. · Στεφανάκη Ευαγγελία Ἀγ. Μύρωνος Γ περιφ. · Καρδουλάκη Μαρία Μυρτιᾶς Β περιφ. · Τσαγκαράκη Ἀρβά Ἁγιοι Δέκα Γ περιφ. · Σπηλιωτάκη Καλλιόπη Ζαρού Β περ. 25,00 · Βουβάλη Σοφία Πετροκεφαλιό Γ περιφ. · Κουταλίδη Σοφία Ἀγ. Νικόλαος Α περιφ. · Σκουντριτάκη Παρασκευή Καστέλλι Γ περ. · Μαυροθαλασσίτη Αἰμιλία Χερσονήσου Β' περιφ. · Ζαχαράκη Ἑλένη Γούρνες Α περιφ. · Βασιλάκη Αἰκατερίνη Ζαρός Β περιφ.: [428, 738, 660, 869]
poster-party: Ν. ΠΑΣΟΚ · ΑΓΩΝΙΣΤΗΣ: [51, 1581, 327, 1607]
fx-row: [907, 1950, 1143, 1963]
fx-row: [907, 1896, 1143, 1909]
fx-currency: Δ. Γερμανίας: [910, 1830, 978, 1842]
eucharistirio-body: Στίς 13-8-81 καί σέ ἀπόσταση 55 μιλίων Βορείως τοῦ Ἡρακλείου ἐπιβαίνοντας μικρού μηχανοκίνητου σκάφους, κατόπιν βλάβης αὐτοῦ βρεθήκαμε σέ φάσκιμη κατάσταση καί σέ δύσκολη θέση. Σέ τέτοια κρίσιμη κατάσταση οἱ ἐπιβαίνοντες τοῦ σκάφους, ἐπεκοινωνήσαμε μέ τό Λιμεναρχεῖο Ἡρακλείου τοῦ ὁποίου ἐπικοινωνία καί συντονισμός ἐνεργειῶν τῶν ἁρμοδίων διασωστικῶν ὀργάνων καί τῆς Ἑλληνικῆς Πολεμικῆς Ἀεροπορίας ἔδωσε τή δυνατότητα νά διασωθοῦμε. Θέλουμε νά ἐκφράσουμε τίς θερμές εὐχαριστίες μας πρός ὅλους ὅσους συνέβαλαν στή διάσωσή μας καί ἰδιαίτερα τόν Λιμενάρχη Ἡρακλείου, τό πλήρωμα τοῦ ἐλικοπτέρου καί τόν Διοικητή τῆς 126 Σμηναρχίας.: [438, 919, 887, 1014]
dei-block: 1. Ἀπό 08.00 μέχρι 11.00 περιοχή Κοκκινη Χάνι ἀπό κέντρο ALKYON μέχρι καί Ξενοδοχεῖο ΘΕΜΙΣ. 2. Ἀπό 12.00 μέχρι 14.30 στίς περιοχές ΚΑΡΤΕΡΟΥ — ΑΜΝΙΣΣΟΥ — ΤΟΜΠΡΟΥΚ καί χωριά Ἐλιά — Ἄνω καί Κάτω Βάθεια — Ἀνώπολη — Σταμνοί — Ἐπισκοπή — Σκοπέλα — Σγουροκεφάλι — Αϊτάνια — Μονή Αγκαράθου — Καινούργιο χωριό — Γούβες — Γάλλο — Γαλήφα — Σίβα.: [40, 1059, 414, 1130]
eucharistirio-sign: Ε. ΠΕΡΑΚΗΣ — Ι. ΠΕΡΑΚΗΣ: [583, 1031, 742, 1043]
ofi-article: [1156, 195, 1530, 404]
perilipsi-sign: Ὁ Νομάρχης κ.α.α. Ἐμμ. Στυλιανάκης, Σύμβουλος Νομαρχίας: [929, 1375, 1143, 1399]
athletics-letter: Τ: [1304, 90, 1327, 125]
dei-sign: Δ.Ε.Η. — ΠΕΡΙΟΧΗ ΗΡΑΚΛΕΙΟΥ: [243, 1273, 414, 1285]
